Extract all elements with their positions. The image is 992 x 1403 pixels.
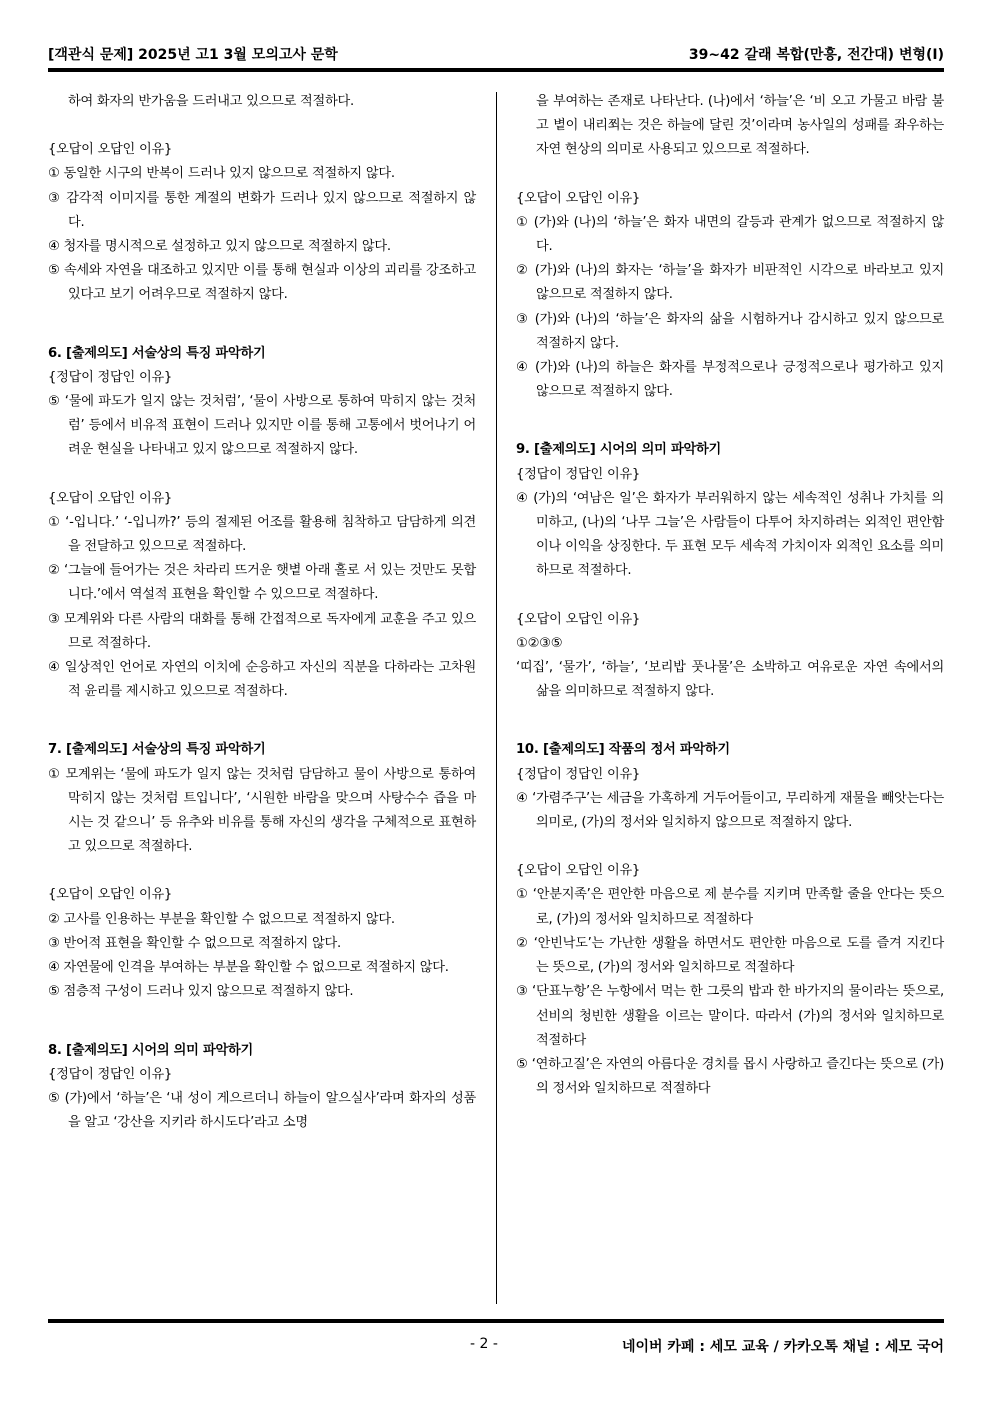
q8-title: 8. [출제의도] 시어의 의미 파악하기 [48,1042,253,1058]
q10-wrong-item: ① ‘안분지족’은 편안한 마음으로 제 분수를 지키며 만족할 줄을 안다는 뜻으로, (가)의 정서와 일치하므로 적절하다 [516,887,944,927]
q5-wrong-item: ⑤ 속세와 자연을 대조하고 있지만 이를 통해 현실과 이상의 괴리를 강조하고 있다고 보기 어려우므로 적절하지 않다. [48,263,476,303]
q8-wrong-item: ③ (가)와 (나)의 ‘하늘’은 화자의 삶을 시험하거나 감시하고 있지 않으므로 적절하지 않다. [516,311,944,351]
q6-title: 6. [출제의도] 서술상의 특징 파악하기 [48,345,266,361]
q8-wrong-item: ④ (가)와 (나)의 하늘은 화자를 부정적으로나 긍정적으로나 평가하고 있지 않으므로 적절하지 않다. [516,360,944,400]
q10-wrong-label: {오답이 오답인 이유} [516,863,641,879]
q5-wrong-item: ① 동일한 시구의 반복이 드러나 있지 않으므로 적절하지 않다. [48,166,395,182]
q9-title: 9. [출제의도] 시어의 의미 파악하기 [516,442,721,458]
q7-wrong-item: ⑤ 점층적 구성이 드러나 있지 않으므로 적절하지 않다. [48,984,354,1000]
q10-wrong-item: ③ ‘단표누항’은 누항에서 먹는 한 그릇의 밥과 한 바가지의 물이라는 뜻으로, 선비의 청빈한 생활을 이르는 말이다. 따라서 (가)의 정서와 일치하므로 적절하다 [516,984,944,1048]
q7-wrong-label: {오답이 오답인 이유} [48,887,173,903]
q10-correct-item: ④ ‘가렴주구’는 세금을 가혹하게 거두어들이고, 무리하게 재물을 빼앗는다는 의미로, (가)의 정서와 일치하지 않으므로 적절하지 않다. [516,790,944,831]
q8-correct-item: ⑤ (가)에서 ‘하늘’은 ‘내 성이 게으르더니 하늘이 알으실사’라며 화자의 성품을 알고 ‘강산을 지키라 하시도다’라고 소명 [48,1090,476,1131]
q7-title: 7. [출제의도] 서술상의 특징 파악하기 [48,742,266,758]
q6-wrong-item: ① ‘-입니다.’ ‘-입니까?’ 등의 절제된 어조를 활용해 침착하고 담담하게 의견을 전달하고 있으므로 적절하다. [48,514,476,555]
q5-wrong-label: {오답이 오답인 이유} [48,142,173,158]
q9-correct-label: {정답이 정답인 이유} [516,466,641,482]
q6-correct-label: {정답이 정답인 이유} [48,369,173,385]
column-divider [496,92,497,1304]
header-subtitle: 39~42 갈래 복합(만흥, 전간대) 변형(I) [688,47,944,63]
top-rule [48,68,944,72]
q6-wrong-item: ② ‘그늘에 들어가는 것은 차라리 뜨거운 햇볕 아래 홀로 서 있는 것만도 못합니다.’에서 역설적 표현을 확인할 수 있으므로 적절하다. [48,563,476,603]
q9-wrong-label: {오답이 오답인 이유} [516,611,641,627]
q10-title: 10. [출제의도] 작품의 정서 파악하기 [516,742,730,758]
bottom-rule [48,1319,944,1323]
q9-wrong-item: ‘띠집’, ‘물가’, ‘하늘’, ‘보리밥 풋나물’은 소박하고 여유로운 자연 속에서의 삶을 의미하므로 적절하지 않다. [516,660,944,700]
q6-wrong-label: {오답이 오답인 이유} [48,490,173,506]
q7-wrong-item: ③ 반어적 표현을 확인할 수 없으므로 적절하지 않다. [48,935,341,951]
q7-correct-item: ① 모계위는 ‘물에 파도가 일지 않는 것처럼 담담하고 물이 사방으로 통하여 막히지 않는 것처럼 트입니다’, ‘시원한 바람을 맞으며 사탕수수 즙을 마시는 것 같으니’ 등 유추와 비유를 통해 자신의 생각을 구체적으로 표현하고 있으므로 적절하다. [48,766,476,855]
footer-contact: 네이버 카페 : 세모 교육 / 카카오톡 채널 : 세모 국어 [621,1339,944,1355]
q8-correct-continuation: 을 부여하는 존재로 나타난다. (나)에서 ‘하늘’은 ‘비 오고 가물고 바람 불고 볕이 내리쬐는 것은 하늘에 달린 것’이라며 농사일의 성패를 좌우하는 자연 현상의 의미로 사용되고 있으므로 적절하다. [536,94,944,158]
q5-wrong-item: ④ 청자를 명시적으로 설정하고 있지 않으므로 적절하지 않다. [48,239,391,255]
q7-wrong-item: ② 고사를 인용하는 부분을 확인할 수 없으므로 적절하지 않다. [48,911,395,927]
q9-wrong-numbers: ①②③⑤ [516,635,563,651]
q8-correct-label: {정답이 정답인 이유} [48,1066,173,1082]
q9-correct-item: ④ (가)의 ‘여남은 일’은 화자가 부러워하지 않는 세속적인 성취나 가치를 의미하고, (나)의 ‘나무 그늘’은 사람들이 다투어 차지하려는 외적인 편안함이나 이익을 상징한다. 두 표현 모두 세속적 가치이자 외적인 요소를 의미하므로 적절하다. [516,490,944,579]
left-column [48,90,476,1135]
q10-correct-label: {정답이 정답인 이유} [516,766,641,782]
q6-correct-item: ⑤ ‘물에 파도가 일지 않는 것처럼’, ‘물이 사방으로 통하여 막히지 않는 것처럼’ 등에서 비유적 표현이 드러나 있지만 이를 통해 고통에서 벗어나기 어려운 현실을 나타내고 있지 않으므로 적절하지 않다. [48,394,476,458]
q8-wrong-item: ② (가)와 (나)의 화자는 ‘하늘’을 화자가 비판적인 시각으로 바라보고 있지 않으므로 적절하지 않다. [516,263,944,303]
q5-correct-continuation: 하여 화자의 반가움을 드러내고 있으므로 적절하다. [68,94,354,109]
q8-wrong-item: ① (가)와 (나)의 ‘하늘’은 화자 내면의 갈등과 관계가 없으므로 적절하지 않다. [516,214,944,255]
q6-wrong-item: ④ 일상적인 언어로 자연의 이치에 순응하고 자신의 직분을 다하라는 고차원적 윤리를 제시하고 있으므로 적절하다. [48,660,476,700]
q10-wrong-item: ⑤ ‘연하고질’은 자연의 아름다운 경치를 몹시 사랑하고 즐긴다는 뜻으로 (가)의 정서와 일치하므로 적절하다 [516,1056,944,1097]
header-title: [객관식 문제] 2025년 고1 3월 모의고사 문학 [48,47,338,63]
q5-wrong-item: ③ 감각적 이미지를 통한 계절의 변화가 드러나 있지 않으므로 적절하지 않다. [48,190,476,230]
q7-wrong-item: ④ 자연물에 인격을 부여하는 부분을 확인할 수 없으므로 적절하지 않다. [48,960,449,976]
q10-wrong-item: ② ‘안빈낙도’는 가난한 생활을 하면서도 편안한 마음으로 도를 즐겨 지킨다는 뜻으로, (가)의 정서와 일치하므로 적절하다 [516,935,944,976]
page-number: - 2 - [470,1336,498,1352]
q8-wrong-label: {오답이 오답인 이유} [516,190,641,206]
q6-wrong-item: ③ 모계위와 다른 사람의 대화를 통해 간접적으로 독자에게 교훈을 주고 있으므로 적절하다. [48,611,476,651]
right-column [516,90,944,1101]
